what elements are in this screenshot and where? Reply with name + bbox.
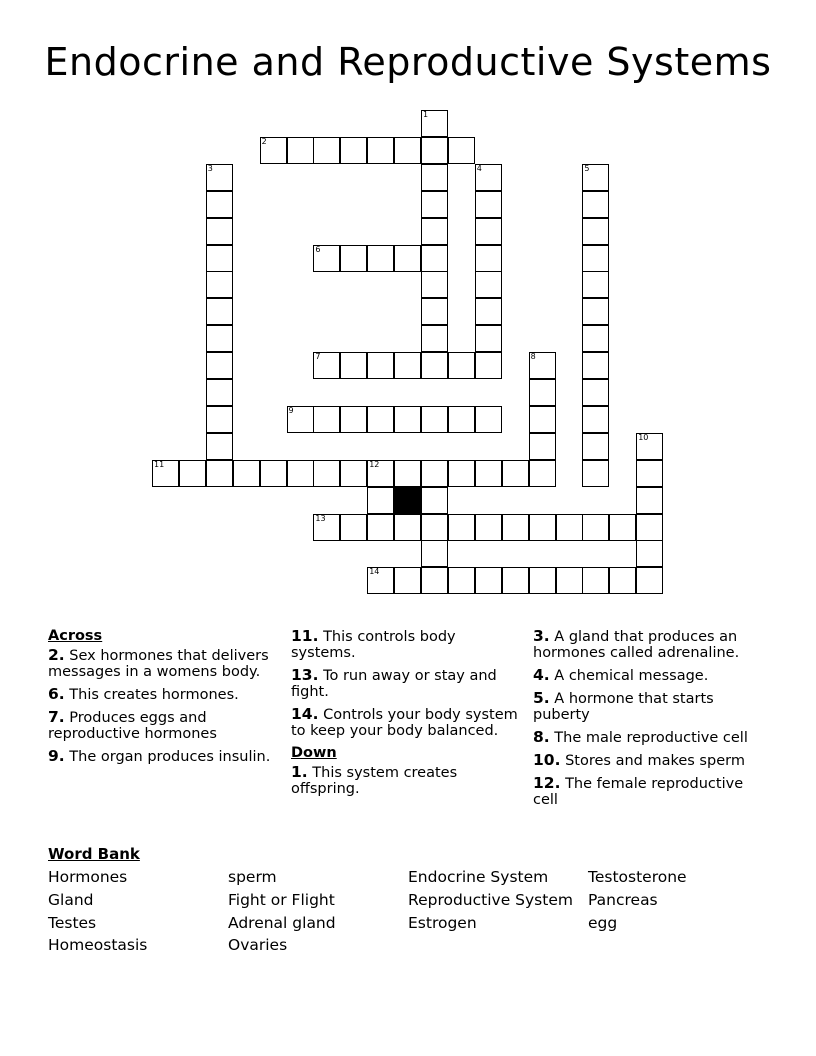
crossword-cell[interactable]: [206, 433, 233, 460]
crossword-cell[interactable]: [206, 379, 233, 406]
crossword-cell[interactable]: [367, 137, 394, 164]
crossword-cell[interactable]: [475, 164, 502, 191]
crossword-cell[interactable]: [421, 406, 448, 433]
crossword-cell[interactable]: [367, 352, 394, 379]
cell-number: 12: [369, 459, 380, 469]
crossword-cell[interactable]: [636, 567, 663, 594]
crossword-cell[interactable]: [340, 352, 367, 379]
crossword-cell[interactable]: [340, 514, 367, 541]
crossword-cell[interactable]: [421, 325, 448, 352]
crossword-cell[interactable]: [287, 460, 314, 487]
word-bank-item: Gland: [48, 891, 94, 909]
crossword-cell[interactable]: [421, 191, 448, 218]
crossword-cell[interactable]: [609, 567, 636, 594]
crossword-cell[interactable]: [582, 379, 609, 406]
clue-down-12: 12. The female reproductive cell: [533, 774, 744, 808]
crossword-cell[interactable]: [287, 137, 314, 164]
crossword-cell[interactable]: [502, 567, 529, 594]
crossword-cell[interactable]: [475, 406, 502, 433]
crossword-cell[interactable]: [636, 460, 663, 487]
word-bank-item: Ovaries: [228, 936, 288, 954]
clues-column-1: [48, 628, 280, 771]
crossword-cell[interactable]: [367, 460, 394, 487]
crossword-cell[interactable]: [502, 514, 529, 541]
cell-number: 6: [315, 244, 321, 254]
clue-down-10: 10. Stores and makes sperm: [533, 751, 745, 769]
crossword-cell[interactable]: [421, 218, 448, 245]
word-bank-item: Endocrine System: [408, 868, 549, 886]
crossword-cell[interactable]: [206, 271, 233, 298]
word-bank-item: Homeostasis: [48, 936, 148, 954]
crossword-cell[interactable]: [475, 325, 502, 352]
clue-down-4: 4. A chemical message.: [533, 666, 709, 684]
crossword-cell[interactable]: [313, 406, 340, 433]
crossword-cell[interactable]: [313, 245, 340, 272]
crossword-cell[interactable]: [394, 352, 421, 379]
word-bank-item: egg: [588, 914, 618, 932]
cell-number: 11: [154, 459, 165, 469]
cell-number: 1: [423, 110, 429, 119]
crossword-cell[interactable]: [475, 271, 502, 298]
crossword-cell[interactable]: [475, 352, 502, 379]
crossword-cell[interactable]: [367, 514, 394, 541]
crossword-cell[interactable]: [394, 245, 421, 272]
crossword-cell[interactable]: [313, 352, 340, 379]
crossword-cell[interactable]: [421, 352, 448, 379]
crossword-cell[interactable]: [556, 567, 583, 594]
crossword-cell[interactable]: [582, 298, 609, 325]
clue-across-2: 2. Sex hormones that delivers messages in a womens body.: [48, 646, 269, 680]
crossword-cell[interactable]: [475, 191, 502, 218]
crossword-cell[interactable]: [206, 460, 233, 487]
word-bank-item: Hormones: [48, 868, 128, 886]
crossword-cell[interactable]: [233, 460, 260, 487]
clues-column-2: [291, 628, 523, 803]
crossword-cell[interactable]: [529, 567, 556, 594]
black-square: [394, 487, 421, 514]
crossword-cell[interactable]: [529, 433, 556, 460]
across-heading: Across: [48, 628, 103, 644]
crossword-cell[interactable]: [475, 245, 502, 272]
clue-down-1: 1. This system creates offspring.: [291, 763, 458, 797]
clue-down-5: 5. A hormone that starts puberty: [533, 689, 714, 723]
crossword-cell[interactable]: [421, 164, 448, 191]
crossword-cell[interactable]: [582, 567, 609, 594]
clue-across-11: 11. This controls body systems.: [291, 627, 456, 661]
word-bank-item: Estrogen: [408, 914, 477, 932]
cell-number: 4: [476, 163, 482, 173]
crossword-cell[interactable]: [421, 460, 448, 487]
crossword-cell[interactable]: [421, 245, 448, 272]
cell-number: 13: [315, 513, 326, 523]
crossword-cell[interactable]: [394, 567, 421, 594]
clue-across-14: 14. Controls your body system to keep your body balanced.: [291, 705, 518, 739]
crossword-cell[interactable]: [206, 352, 233, 379]
crossword-cell[interactable]: [313, 460, 340, 487]
crossword-cell[interactable]: [582, 433, 609, 460]
crossword-cell[interactable]: [636, 433, 663, 460]
crossword-cell[interactable]: [448, 460, 475, 487]
cell-number: 9: [288, 405, 294, 415]
crossword-cell[interactable]: [206, 298, 233, 325]
crossword-cell[interactable]: [529, 460, 556, 487]
crossword-cell[interactable]: [475, 514, 502, 541]
crossword-cell[interactable]: [206, 406, 233, 433]
crossword-cell[interactable]: [340, 137, 367, 164]
crossword-cell[interactable]: [179, 460, 206, 487]
crossword-cell[interactable]: [206, 245, 233, 272]
word-bank-item: Fight or Flight: [228, 891, 335, 909]
crossword-cell[interactable]: [475, 567, 502, 594]
crossword-cell[interactable]: [448, 137, 475, 164]
clue-across-13: 13. To run away or stay and fight.: [291, 666, 497, 700]
word-bank-heading: Word Bank: [48, 845, 140, 863]
cell-number: 2: [261, 136, 267, 146]
crossword-cell[interactable]: [260, 137, 287, 164]
crossword-cell[interactable]: [421, 271, 448, 298]
crossword-cell[interactable]: [260, 460, 287, 487]
cell-number: 5: [584, 163, 590, 173]
page-title: Endocrine and Reproductive Systems: [44, 40, 772, 84]
crossword-cell[interactable]: [206, 218, 233, 245]
crossword-cell[interactable]: [340, 406, 367, 433]
crossword-cell[interactable]: [582, 460, 609, 487]
crossword-cell[interactable]: [529, 406, 556, 433]
clue-across-9: 9. The organ produces insulin.: [48, 747, 271, 765]
cell-number: 3: [207, 163, 213, 173]
crossword-cell[interactable]: [582, 271, 609, 298]
crossword-cell[interactable]: [582, 164, 609, 191]
crossword-cell[interactable]: [206, 164, 233, 191]
crossword-cell[interactable]: [448, 567, 475, 594]
crossword-cell[interactable]: [475, 298, 502, 325]
crossword-cell[interactable]: [609, 514, 636, 541]
clue-across-7: 7. Produces eggs and reproductive hormones: [48, 708, 217, 742]
crossword-cell[interactable]: [636, 540, 663, 567]
crossword-cell[interactable]: [394, 406, 421, 433]
crossword-cell[interactable]: [475, 460, 502, 487]
cell-number: 10: [638, 432, 649, 442]
crossword-cell[interactable]: [502, 460, 529, 487]
crossword-cell[interactable]: [367, 406, 394, 433]
crossword-cell[interactable]: [475, 218, 502, 245]
crossword-cell[interactable]: [394, 514, 421, 541]
crossword-cell[interactable]: [421, 540, 448, 567]
crossword-cell[interactable]: [448, 514, 475, 541]
crossword-cell[interactable]: [582, 218, 609, 245]
crossword-cell[interactable]: [529, 379, 556, 406]
crossword-cell[interactable]: [206, 325, 233, 352]
cell-number: 14: [369, 567, 380, 577]
word-bank-item: sperm: [228, 868, 277, 886]
crossword-cell[interactable]: [582, 514, 609, 541]
crossword-cell[interactable]: [421, 514, 448, 541]
crossword-cell[interactable]: [421, 110, 448, 137]
crossword-cell[interactable]: [636, 514, 663, 541]
crossword-cell[interactable]: [448, 352, 475, 379]
crossword-cell[interactable]: [421, 487, 448, 514]
crossword-cell[interactable]: [367, 487, 394, 514]
crossword-cell[interactable]: [529, 352, 556, 379]
crossword-cell[interactable]: [636, 487, 663, 514]
crossword-cell[interactable]: [421, 137, 448, 164]
cell-number: 8: [530, 352, 536, 362]
crossword-cell[interactable]: [582, 352, 609, 379]
crossword-cell[interactable]: [421, 567, 448, 594]
crossword-cell[interactable]: [367, 245, 394, 272]
cell-number: 7: [315, 352, 321, 362]
clue-across-6: 6. This creates hormones.: [48, 685, 239, 703]
crossword-cell[interactable]: [529, 514, 556, 541]
word-bank-item: Pancreas: [588, 891, 658, 909]
word-bank-item: Adrenal gland: [228, 914, 336, 932]
crossword-cell[interactable]: [367, 567, 394, 594]
crossword-cell[interactable]: [340, 245, 367, 272]
crossword-cell[interactable]: [340, 460, 367, 487]
word-bank-item: Testosterone: [588, 868, 687, 886]
crossword-cell[interactable]: [582, 245, 609, 272]
crossword-cell[interactable]: [152, 460, 179, 487]
word-bank-item: Testes: [48, 914, 97, 932]
crossword-cell[interactable]: [448, 406, 475, 433]
down-heading: Down: [291, 745, 337, 761]
crossword-cell[interactable]: [287, 406, 314, 433]
crossword-cell[interactable]: [421, 298, 448, 325]
crossword-cell[interactable]: [582, 191, 609, 218]
clues-column-3: [533, 628, 765, 814]
crossword-cell[interactable]: [394, 460, 421, 487]
crossword-cell[interactable]: [582, 325, 609, 352]
word-bank-item: Reproductive System: [408, 891, 573, 909]
crossword-cell[interactable]: [394, 137, 421, 164]
crossword-cell[interactable]: [313, 514, 340, 541]
clue-down-3: 3. A gland that produces an hormones called adrenaline.: [533, 627, 740, 661]
crossword-cell[interactable]: [206, 191, 233, 218]
crossword-cell[interactable]: [313, 137, 340, 164]
crossword-cell[interactable]: [582, 406, 609, 433]
clue-down-8: 8. The male reproductive cell: [533, 728, 748, 746]
crossword-cell[interactable]: [556, 514, 583, 541]
